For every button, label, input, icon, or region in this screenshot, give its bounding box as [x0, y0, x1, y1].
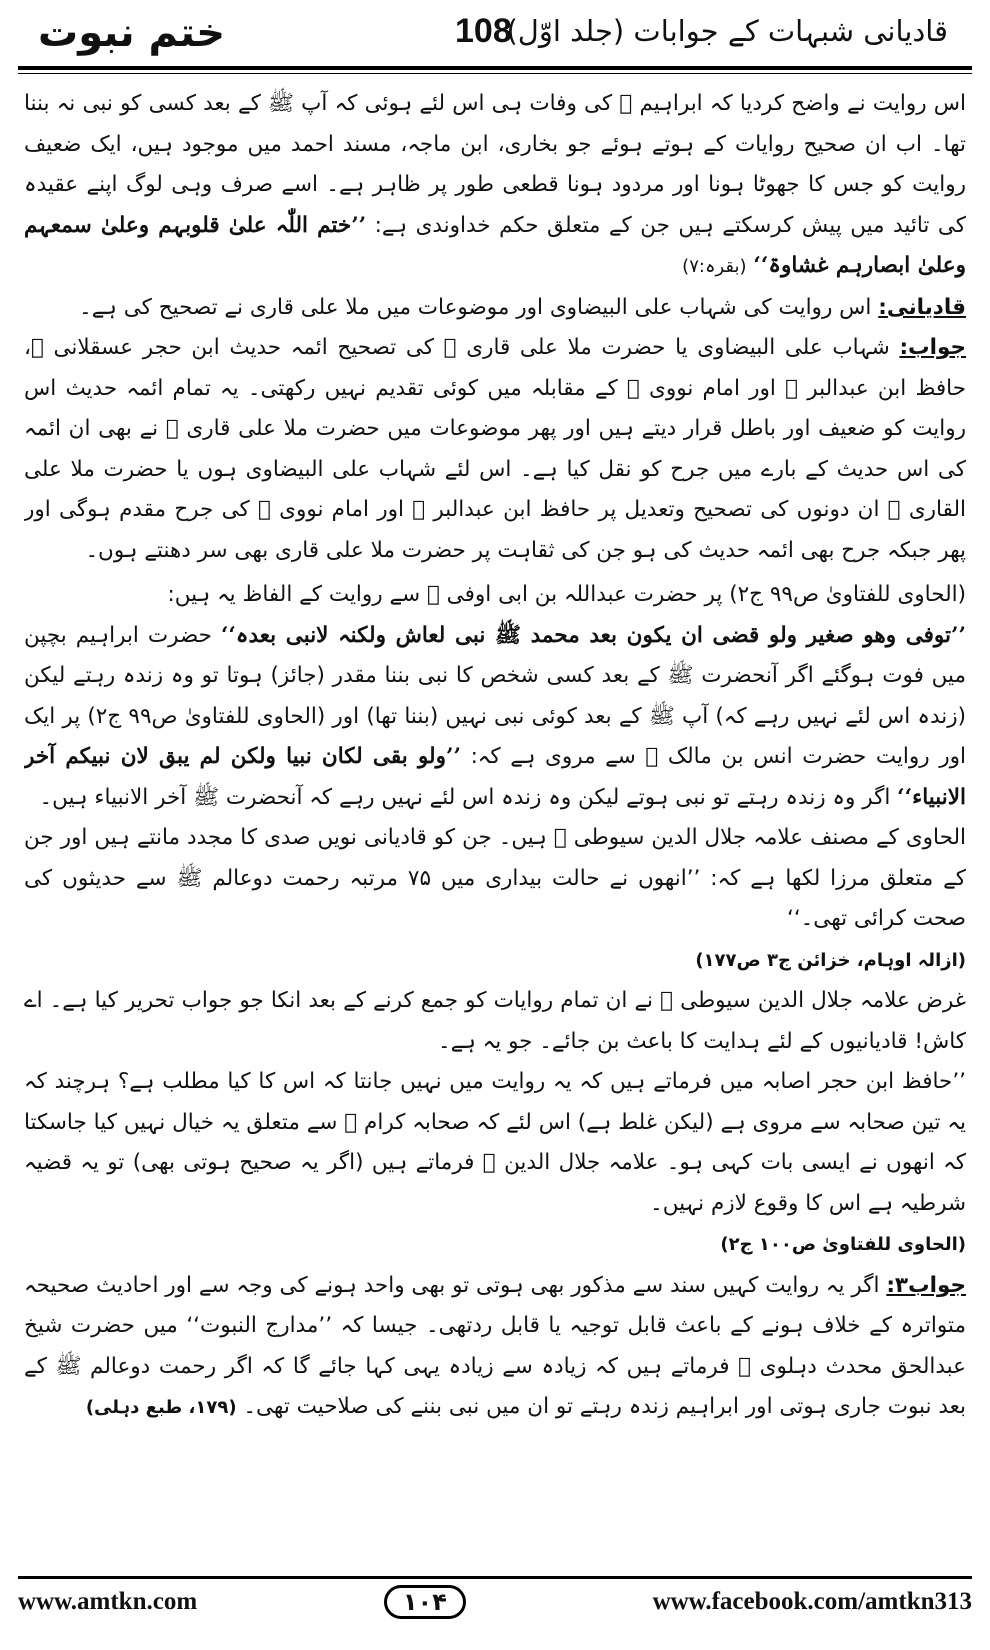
paragraph-text: اس روایت نے واضح کردیا کہ ابراہیم ﷜ کی وفات ہی اس لئے ہوئی کہ آپ ﷺ کے بعد کسی کو نبی نہ بننا تھا۔ اب ان صحیح روایات کے ہوتے ہوئے جو بخاری، ابن ماجہ، مسند احمد میں موجود ہیں، ایک ضعیف روایت کو جس کا جھوٹا ہونا اور مردود ہونا قطعی طور پر ظاہر ہے۔ اسے صرف وہی لوگ اپنے عقیدہ کی تائید میں پیش کرسکتے ہیں جن کے متعلق حکم خداوندی ہے:: [24, 91, 966, 238]
page-number: 108: [455, 12, 512, 50]
reference: (بقرہ:۷): [682, 256, 747, 277]
reference-line: [24, 1224, 966, 1266]
answer-paragraph: [24, 1266, 966, 1429]
answer-label: جواب:: [899, 335, 966, 360]
paragraph-text: الحاوی کے مصنف علامہ جلال الدین سیوطی ﷫ ہیں۔ جن کو قادیانی نویں صدی کا مجدد مانتے ہیں اور جن کے متعلق مرزا لکھا ہے کہ: ’’انھوں نے حالت بیداری میں ۷۵ مرتبہ رحمت دوعالم ﷺ سے حدیثوں کی صحت کرائی تھی۔‘‘: [24, 825, 966, 931]
website-link[interactable]: www.amtkn.com: [18, 1588, 198, 1615]
paragraph: [24, 575, 966, 616]
paragraph-text: اگر وہ زندہ رہتے تو نبی ہوتے لیکن وہ زندہ اس لئے نہیں رہے کہ آنحضرت ﷺ آخر الانبیاء ہیں۔: [39, 784, 891, 810]
reference-line: [24, 940, 966, 982]
footer-page-number: ۱۰۴: [384, 1585, 466, 1619]
answer-text: اگر یہ روایت کہیں سند سے مذکور بھی ہوتی تو بھی واحد ہونے کی وجہ سے اور احادیث صحیحہ متواترہ کے خلاف ہونے کے باعث قابل توجیہ یا قابل ردتھی۔ جیسا کہ ’’مدارج النبوت‘‘ میں حضرت شیخ عبدالحق محدث دہلوی ﷫ فرماتے ہیں کہ زیادہ سے زیادہ یہی کہا جائے گا کہ اگر رحمت دوعالم ﷺ کے بعد نبوت جاری ہوتی اور ابراہیم زندہ رہتے تو ان میں نبی بننے کی صلاحیت تھی۔: [24, 1272, 966, 1419]
question-text: اس روایت کی شہاب علی البیضاوی اور موضوعات میں ملا علی قاری نے تصحیح کی ہے۔: [79, 294, 872, 320]
reference: (ازالہ اوہام، خزائن ج۳ ص۱۷۷): [695, 949, 966, 971]
page-body: [24, 84, 966, 1532]
book-title: قادیانی شبہات کے جوابات (جلد اوّل): [506, 14, 948, 48]
hadith-quote: ’’توفی وھو صغیر ولو قضی ان یکون بعد محمد ﷺ نبی لعاش ولکنہ لانبی بعدہ‘‘: [220, 622, 966, 648]
hadith-quote: ’’ولو بقی لکان نبیا ولکن لم یبق لان نبیکم آخر الانبیاء‘‘: [24, 744, 966, 810]
reference: (۱۷۹، طبع دہلی): [85, 1397, 237, 1418]
paragraph: [24, 818, 966, 940]
reference: (الحاوی للفتاویٰ ص۱۰۰ ج۲): [720, 1234, 966, 1255]
page-footer: [0, 1576, 990, 1650]
quran-quote: ’’ختم اللّٰہ علیٰ قلوبہم وعلیٰ سمعہم وعلیٰ ابصارہم غشاوۃ‘‘: [24, 212, 966, 278]
page-header: [0, 0, 990, 78]
header-divider-thin: [18, 73, 972, 74]
answer-label: جواب۳:: [886, 1272, 966, 1298]
question-paragraph: [24, 288, 966, 329]
answer-text: شہاب علی البیضاوی یا حضرت ملا علی قاری ﷫ کی تصحیح ائمہ حدیث ابن حجر عسقلانی ﷫، حافظ ابن عبدالبر ﷫ اور امام نووی ﷫ کے مقابلہ میں کوئی تقدیم نہیں رکھتی۔ یہ تمام ائمہ حدیث اس روایت کو ضعیف اور باطل قرار دیتے ہیں اور پھر موضوعات میں حضرت ملا علی قاری ﷫ نے بھی ان ائمہ کی اس حدیث کے بارے میں جرح کو نقل کیا ہے۔ اس لئے شہاب علی البیضاوی ہوں یا حضرت ملا علی القاری ﷫ ان دونوں کی تصحیح وتعدیل پر حافظ ابن عبدالبر ﷫ اور امام نووی ﷫ کی جرح مقدم ہوگی اور پھر جبکہ جرح بھی ائمہ حدیث کی ہو جن کی ثقاہت پر حضرت ملا علی قاری بھی سر دھنتے ہوں۔: [24, 335, 966, 563]
header-divider: [18, 66, 972, 70]
facebook-link[interactable]: www.facebook.com/amtkn313: [652, 1588, 972, 1615]
footer-bar: [18, 1584, 972, 1620]
brand-title: ختم نبوت: [38, 10, 226, 56]
footer-divider: [18, 1576, 972, 1579]
answer-paragraph: [24, 328, 966, 571]
question-label: قادیانی:: [878, 294, 966, 320]
paragraph: [24, 616, 966, 819]
paragraph: [24, 84, 966, 288]
paragraph-text: ’’حافظ ابن حجر اصابہ میں فرماتے ہیں کہ یہ روایت میں نہیں جانتا کہ اس کا کیا مطلب ہے؟ ہرچند کہ یہ تین صحابہ سے مروی ہے (لیکن غلط ہے) اس لئے کہ صحابہ کرام ﷢ سے متعلق یہ خیال نہیں کیا جاسکتا کہ انھوں نے ایسی بات کہی ہو۔ علامہ جلال الدین ﷫ فرماتے ہیں (اگر یہ صحیح ہوتی بھی) تو یہ قضیہ شرطیہ ہے اس کا وقوع لازم نہیں۔: [24, 1069, 966, 1216]
paragraph: [24, 1062, 966, 1224]
paragraph-text: (الحاوی للفتاویٰ ص۹۹ ج۲) پر حضرت عبداللہ بن ابی اوفی ﷜ سے روایت کے الفاظ یہ ہیں:: [167, 582, 966, 607]
paragraph-text: حضرت ابراہیم بچپن میں فوت ہوگئے اگر آنحضرت ﷺ کے بعد کسی شخص کا نبی بننا مقدر (جائز) ہوتا تو وہ زندہ رہتے لیکن (زندہ اس لئے نہیں رہے کہ) آپ ﷺ کے بعد کوئی نبی نہیں (بننا تھا) اور (الحاوی للفتاویٰ ص۹۹ ج۲) پر ایک اور روایت حضرت انس بن مالک ﷜ سے مروی ہے کہ:: [24, 622, 966, 769]
paragraph: [24, 981, 966, 1062]
paragraph-text: غرض علامہ جلال الدین سیوطی ﷫ نے ان تمام روایات کو جمع کرنے کے بعد انکا جو جواب تحریر کیا ہے۔ اے کاش! قادیانیوں کے لئے ہدایت کا باعث بن جائے۔ جو یہ ہے۔: [24, 988, 966, 1054]
